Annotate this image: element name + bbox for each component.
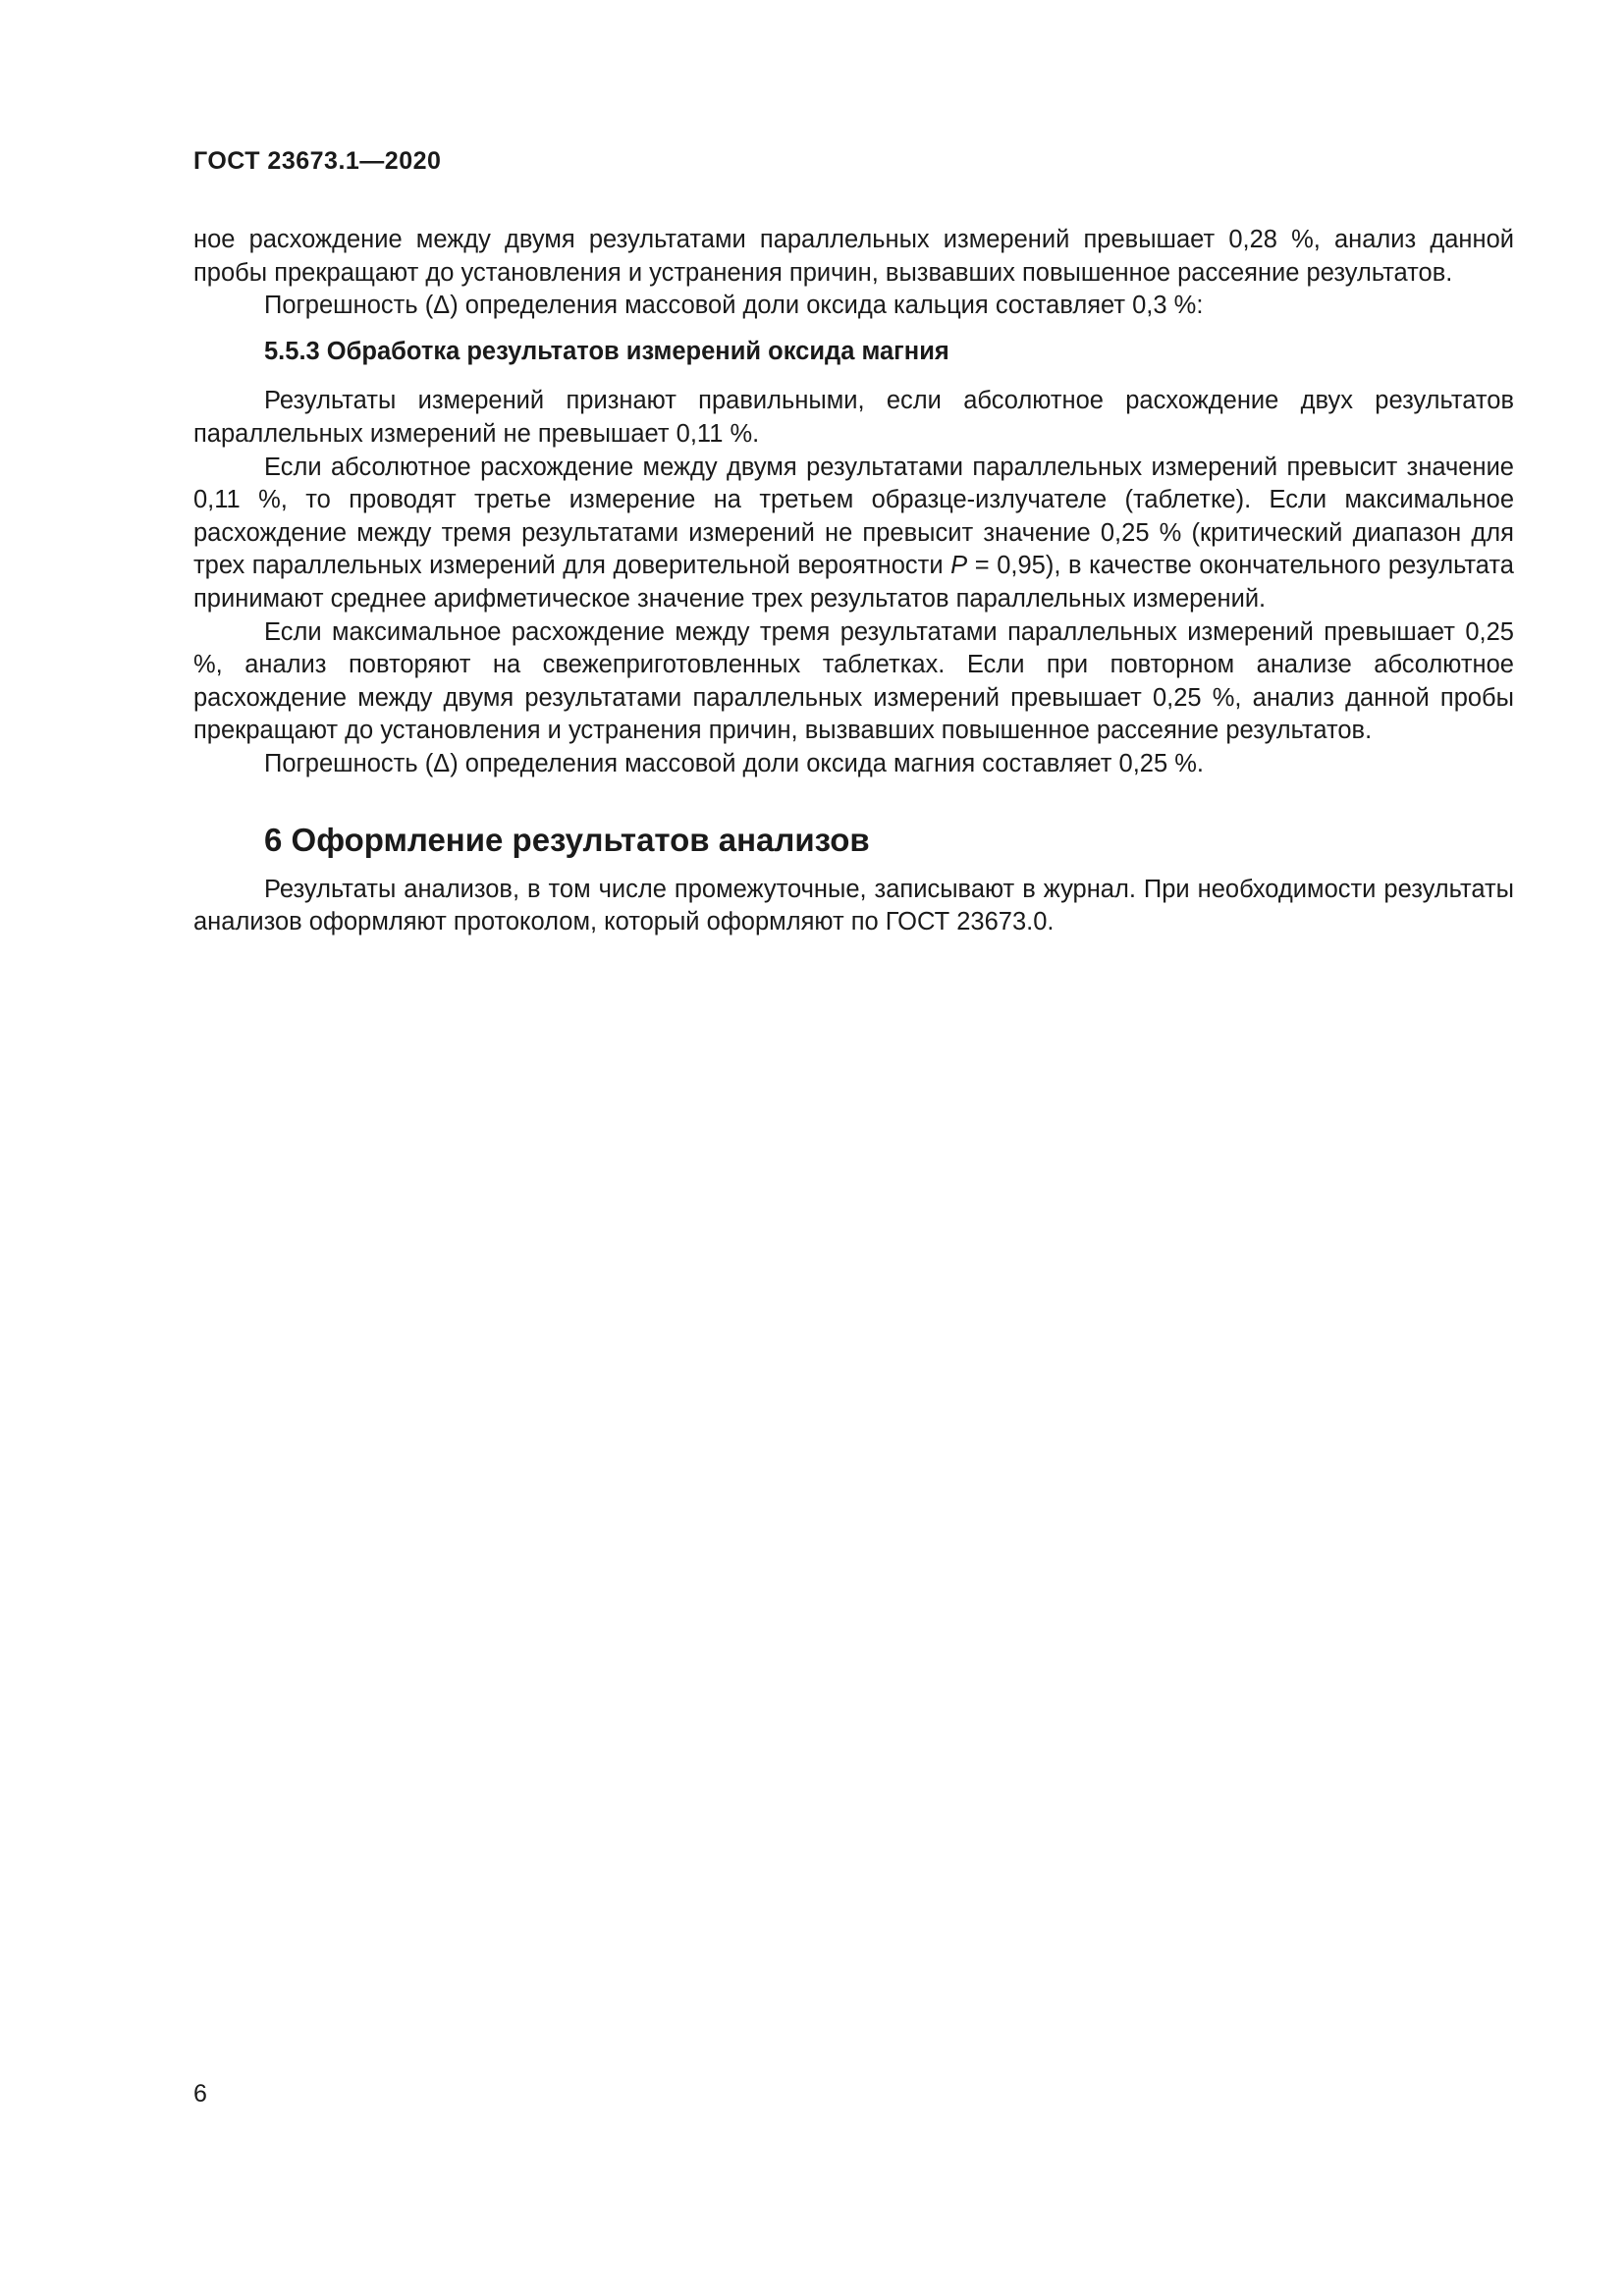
section-heading-6: 6 Оформление результатов анализов (264, 821, 870, 858)
paragraph-continuation: ное расхождение между двумя результатами параллельных измерений превышает 0,28 %, анализ данной пробы прекращают до установления и устранения причин, вызвавших повышенное рассеяние результатов. (193, 226, 1514, 287)
page-number: 6 (193, 2080, 207, 2108)
subsection-heading-5-5-3: 5.5.3 Обработка результатов измерений оксида магния (264, 337, 949, 365)
paragraph-magnesium-criteria: Результаты измерений признают правильными, если абсолютное расхождение двух результатов параллельных измерений не превышает 0,11 %. (193, 387, 1514, 448)
document-code-header: ГОСТ 23673.1—2020 (193, 147, 442, 175)
paragraph-repeat-analysis: Если максимальное расхождение между тремя результатами параллельных измерений превышает 0,25 %, анализ повторяют на свежеприготовленных таблетках. Если при повторном анализе абсолютное расхождение между двумя результатами параллельных измерений превышает 0,25 %, анализ данной пробы прекращают до установления и устранения причин, вызвавших повышенное рассеяние результатов. (193, 617, 1514, 745)
paragraph-third-measurement-part2: = 0,95), в качестве окончательного результата принимают среднее арифметическое значение трех результатов параллельных измерений. (193, 552, 1514, 613)
paragraph-magnesium-error: Погрешность (Δ) определения массовой доли оксида магния составляет 0,25 %. (264, 749, 1205, 777)
document-body (193, 224, 1514, 939)
paragraph-third-measurement (193, 452, 1514, 616)
probability-variable: P (950, 552, 968, 580)
paragraph-calcium-error: Погрешность (Δ) определения массовой доли оксида кальция составляет 0,3 %: (264, 292, 1204, 320)
paragraph-results-recording: Результаты анализов, в том числе промежуточные, записывают в журнал. При необходимости результаты анализов оформляют протоколом, который оформляют по ГОСТ 23673.0. (193, 875, 1514, 936)
paragraph-third-measurement-part1: Если абсолютное расхождение между двумя результатами параллельных измерений превысит значение 0,11 %, то проводят третье измерение на третьем образце-излучателе (таблетке). Если максимальное расхождение между тремя результатами измерений не превысит значение 0,25 % (критический диапазон для трех параллельных измерений для доверительной вероятности (193, 453, 1514, 580)
